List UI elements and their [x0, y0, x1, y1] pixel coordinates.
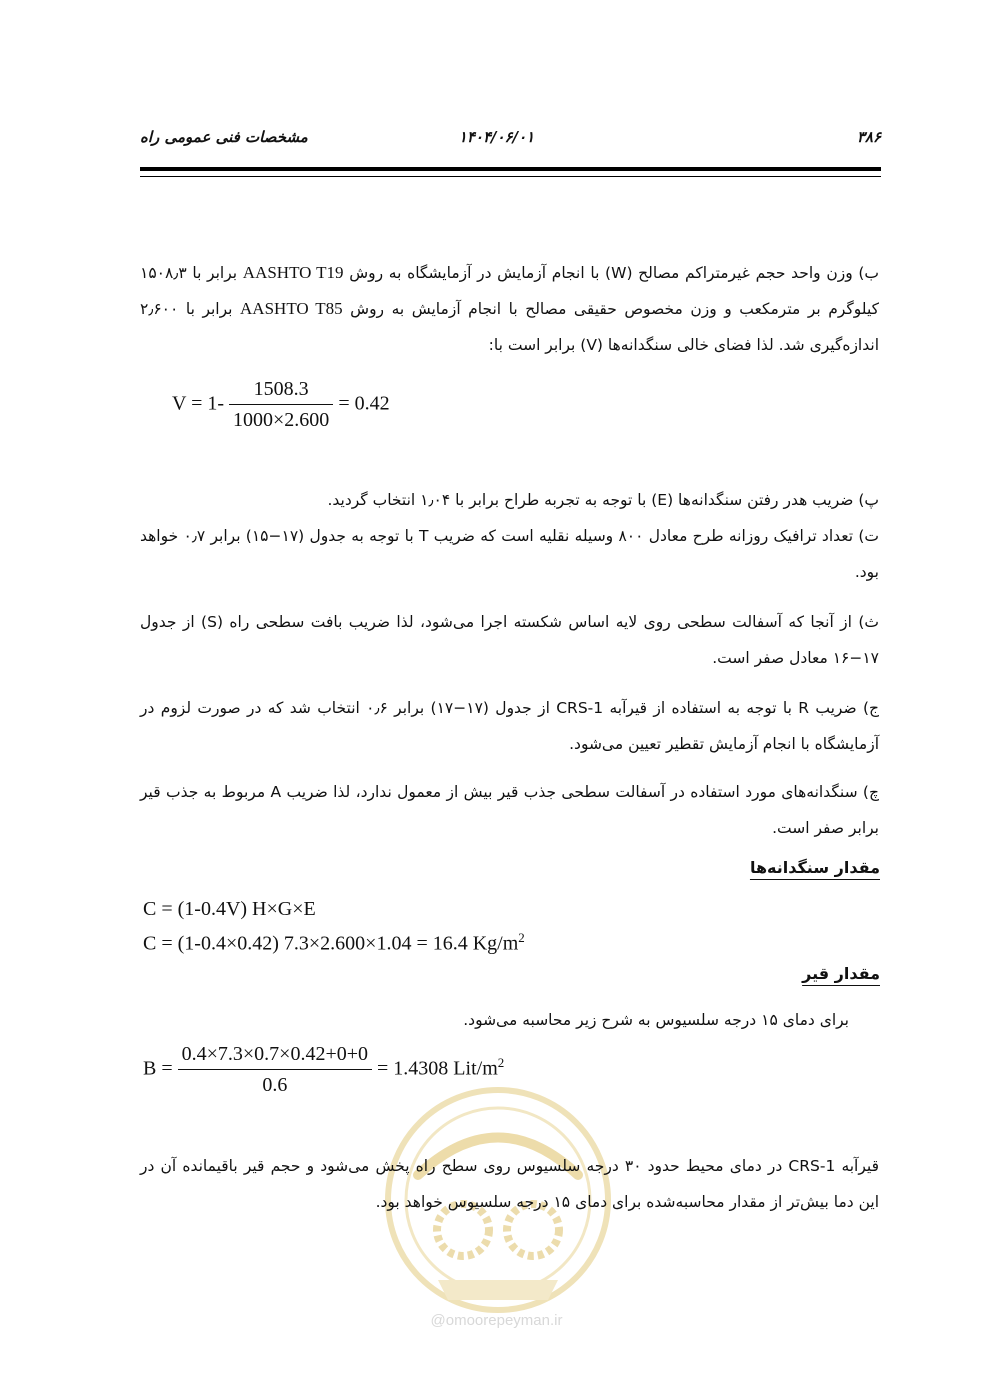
header-rule-thin	[140, 176, 881, 177]
equation-c-formula: C = (1-0.4V) H×G×E	[143, 898, 316, 920]
equation-c-calculation	[143, 930, 525, 956]
equation-c-superscript: 2	[518, 930, 525, 945]
paragraph-b-text-1: ب) وزن واحد حجم غیرمتراکم مصالح (W) با انجام آزمایش در آزمایشگاه به روش	[349, 264, 879, 282]
page-number: ۳۸۶	[856, 128, 881, 146]
paragraph-p-text: پ) ضریب هدر رفتن سنگدانه‌ها (E) با توجه به تجربه طراح برابر با ۱٫۰۴ انتخاب گردید.	[327, 491, 879, 509]
header-title: مشخصات فنی عمومی راه	[140, 128, 308, 146]
paragraph-ch	[140, 774, 879, 846]
equation-v-denominator: 1000×2.600	[233, 409, 330, 431]
equation-v-numerator: 1508.3	[229, 378, 333, 405]
equation-b-numerator: 0.4×7.3×0.7×0.42+0+0	[178, 1043, 372, 1070]
paragraph-b-latin-2: AASHTO T85	[240, 299, 343, 318]
paragraph-b	[140, 255, 879, 363]
paragraph-j-text: ج) ضریب R با توجه به استفاده از قیرآبه CRS-1 از جدول (۱۷−۱۷) برابر ۰٫۶ انتخاب شد که در صورت لزوم در آزمایشگاه با انجام آزمایش تقطیر تعیین می‌شود.	[140, 699, 880, 753]
header-rule-thick	[140, 167, 881, 171]
paragraph-p	[140, 482, 879, 518]
paragraph-b-text-2: برابر با ۱۵۰۸٫۳ کیلوگرم بر مترمکعب و وزن مخصوص حقیقی مصالح با انجام آزمایش به روش	[140, 264, 879, 318]
watermark-url: @omoorepeyman.ir	[430, 1312, 563, 1329]
equation-v-rhs: = 0.42	[338, 392, 390, 415]
equation-b-rhs: = 1.4308 Lit/m	[377, 1057, 498, 1080]
header-date: ۱۴۰۴/۰۶/۰۱	[458, 128, 535, 146]
paragraph-temperature	[140, 1002, 879, 1038]
heading-aggregate-amount: مقدار سنگدانه‌ها	[749, 858, 880, 877]
paragraph-b-text-3: برابر با ۲٫۶۰۰ اندازه‌گیری شد. لذا فضای خالی سنگدانه‌ها (V) برابر است با:	[140, 300, 879, 354]
equation-c-calculation-text: C = (1-0.4×0.42) 7.3×2.600×1.04 = 16.4 Kg/m	[143, 932, 519, 955]
paragraph-final	[140, 1148, 879, 1220]
paragraph-th-text: ث) از آنجا که آسفالت سطحی روی لایه اساس شکسته اجرا می‌شود، لذا ضریب بافت سطحی راه (S) از جدول ۱۷−۱۶ معادل صفر است.	[140, 613, 879, 667]
paragraph-b-latin-1: AASHTO T19	[242, 263, 344, 282]
equation-b-superscript: 2	[497, 1054, 505, 1070]
paragraph-ch-text: چ) سنگدانه‌های مورد استفاده در آسفالت سطحی جذب قیر بیش از معمول ندارد، لذا ضریب A مربوط به جذب قیر برابر صفر است.	[140, 783, 879, 837]
equation-v-fraction	[229, 378, 333, 432]
paragraph-t-text: ت) تعداد ترافیک روزانه طرح معادل ۸۰۰ وسیله نقلیه است که ضریب T با توجه به جدول (۱۷−۱۵) برابر ۰٫۷ خواهد بود.	[140, 527, 879, 581]
equation-b-fraction	[178, 1043, 372, 1097]
paragraph-t	[140, 518, 879, 590]
equation-b-lhs: B =	[143, 1057, 173, 1080]
paragraph-final-text: قیرآبه CRS-1 در دمای محیط حدود ۳۰ درجه سلسیوس روی سطح راه پخش می‌شود و حجم قیر باقیمانده آن در این دما بیش‌تر از مقدار محاسبه‌شده برای دمای ۱۵ درجه سلسیوس خواهد بود.	[140, 1157, 880, 1211]
heading-bitumen-amount: مقدار قیر	[802, 964, 880, 983]
paragraph-j	[140, 690, 879, 762]
equation-v-lhs: V = 1-	[172, 392, 225, 415]
paragraph-th	[140, 604, 879, 676]
equation-v	[172, 378, 390, 432]
paragraph-temperature-text: برای دمای ۱۵ درجه سلسیوس به شرح زیر محاسبه می‌شود.	[463, 1011, 849, 1029]
equation-b-denominator: 0.6	[262, 1074, 288, 1096]
